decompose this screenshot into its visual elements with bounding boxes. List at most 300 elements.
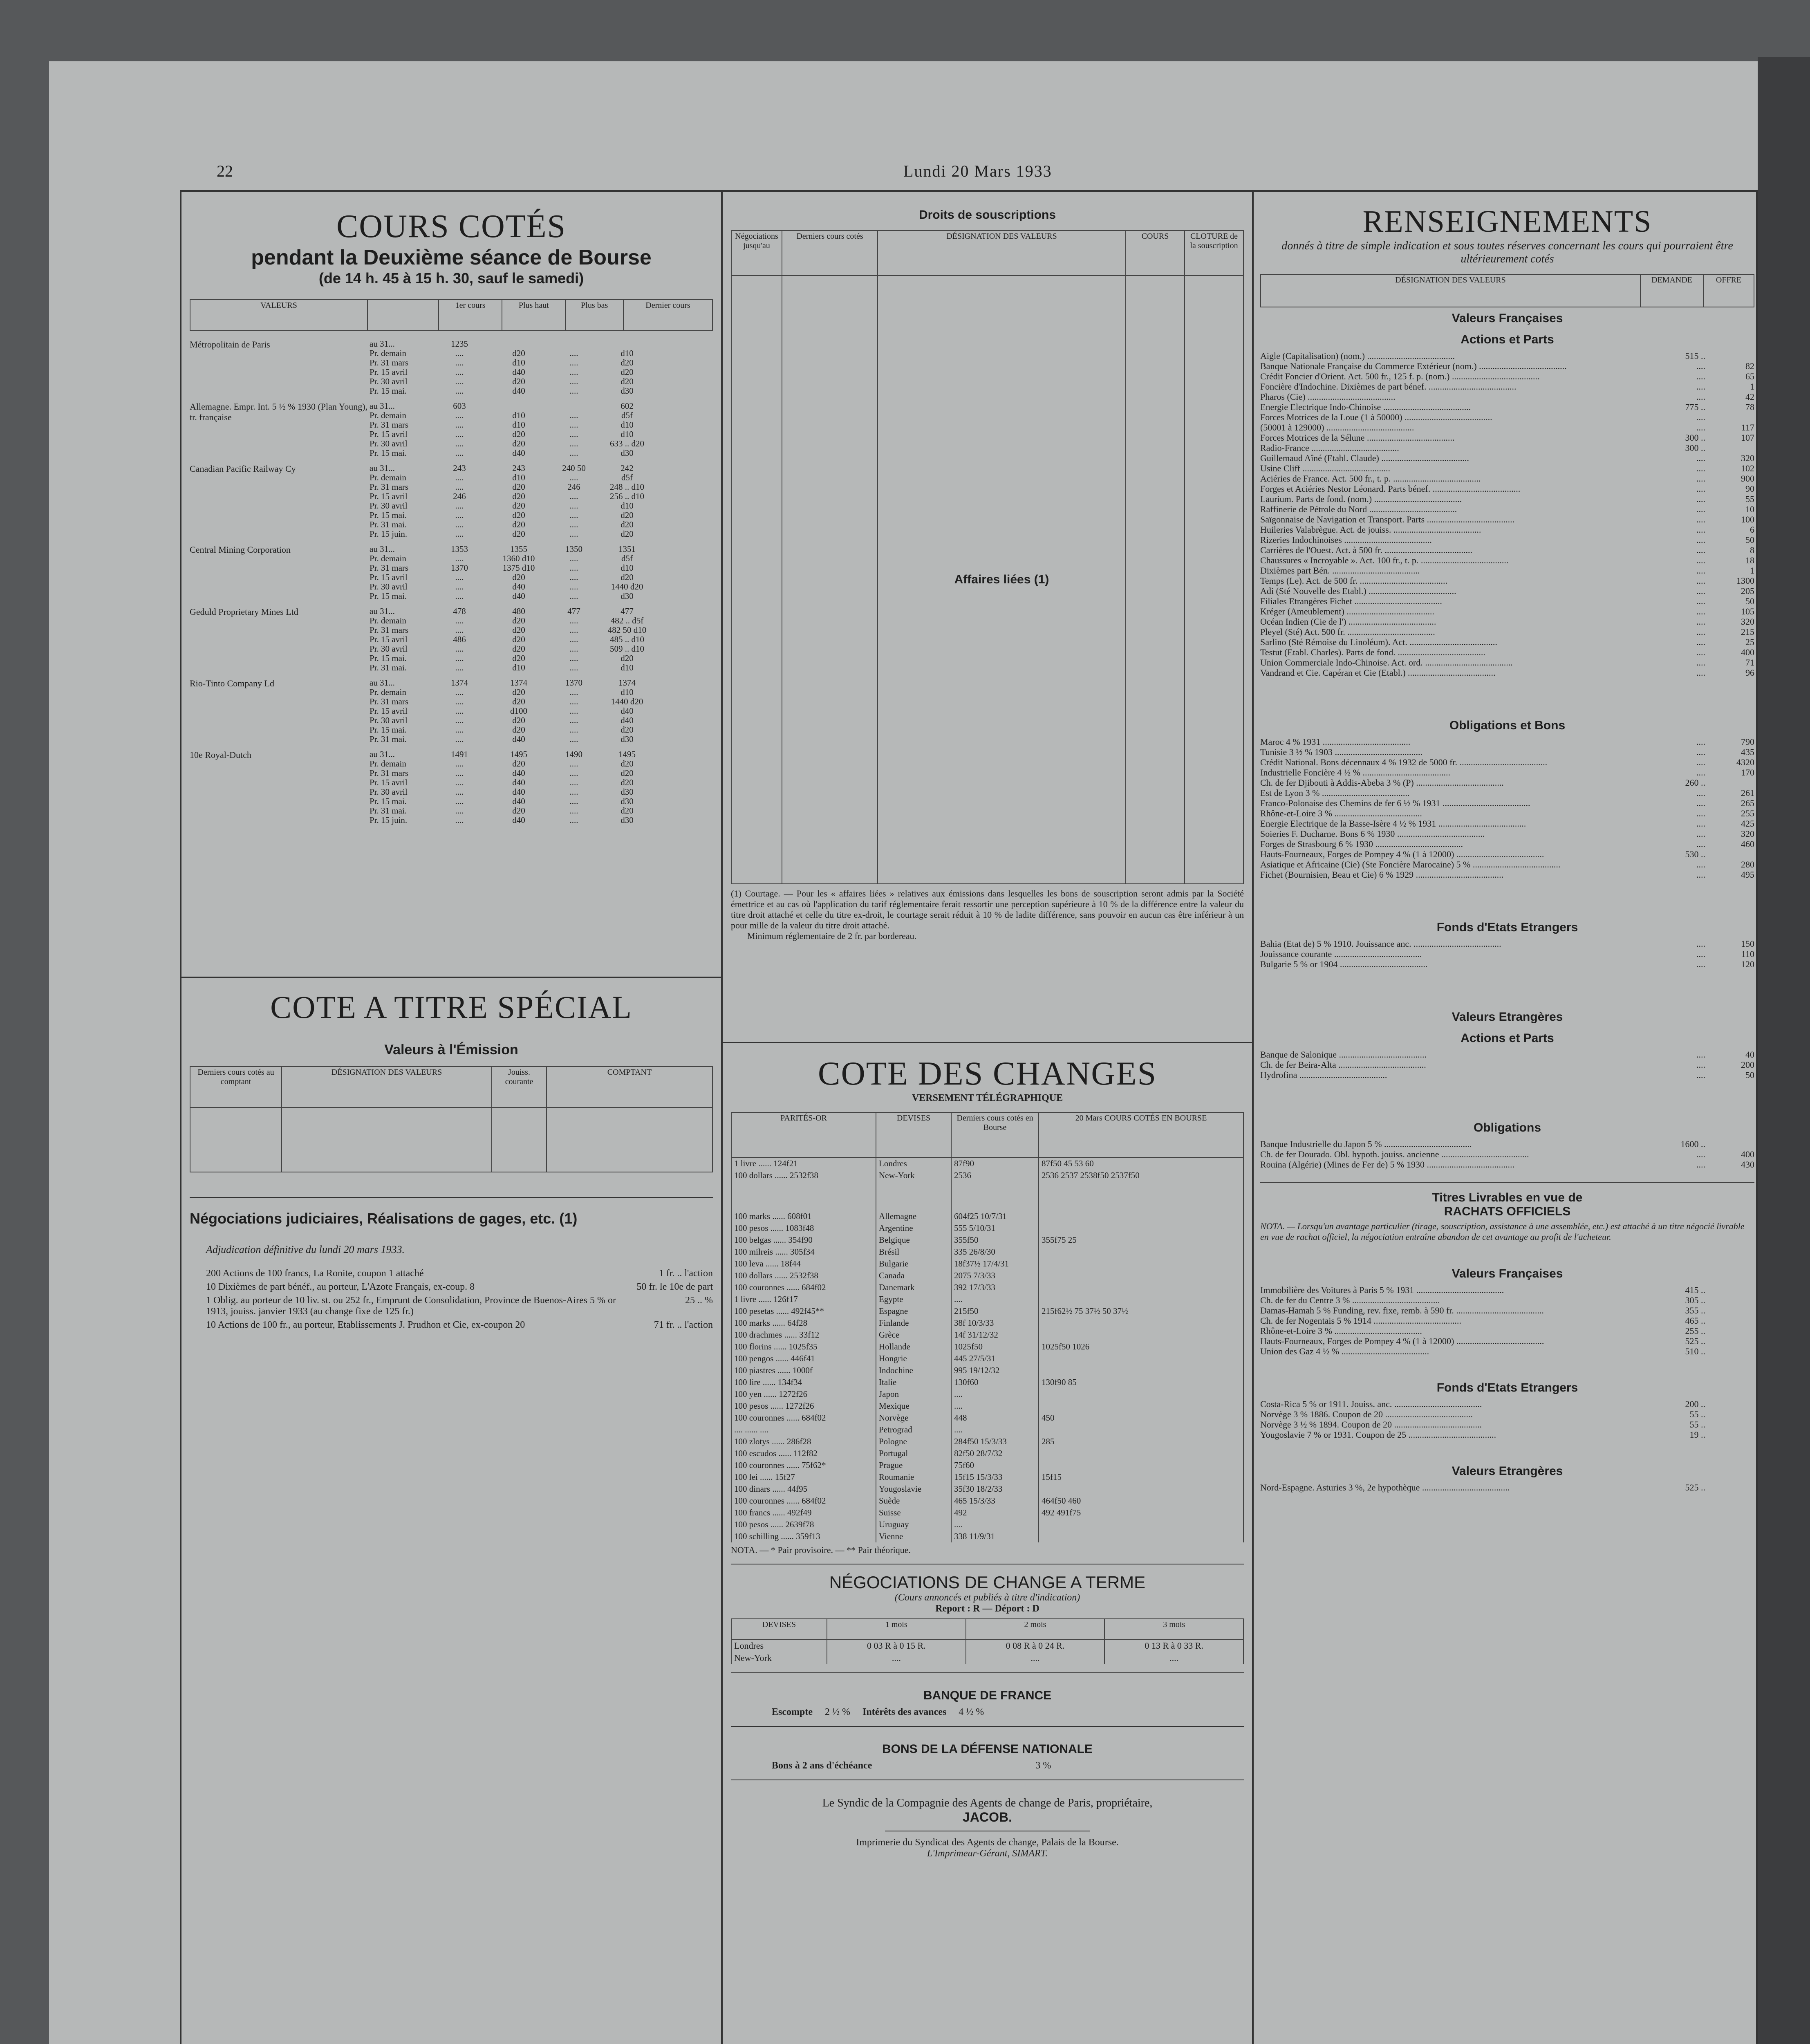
- stock-cell: 602: [621, 401, 634, 411]
- changes-row: [731, 1317, 1243, 1329]
- changes-parite: 100 dollars ...... 2532f38: [731, 1270, 876, 1282]
- rens-offre: 78: [1745, 402, 1754, 412]
- rens-section-title: Fonds d'Etats Etrangers: [1436, 1381, 1578, 1394]
- rens-name: Yougoslavie 7 % or 1931. Coupon de 25 .......................................: [1260, 1430, 1496, 1440]
- changes-row: [731, 1293, 1243, 1305]
- column-renseignements: [1252, 192, 1761, 2044]
- stock-cell: 477: [567, 606, 580, 616]
- changes-cours: [1039, 1365, 1243, 1376]
- rens-offre: 6: [1750, 524, 1754, 535]
- rens-demande: ....: [1696, 392, 1705, 402]
- changes-dernier: 335 26/8/30: [951, 1246, 1039, 1258]
- changes-cours: [1039, 1400, 1243, 1412]
- rens-demande: ....: [1696, 839, 1705, 849]
- rens-demande: 55 ..: [1689, 1409, 1705, 1419]
- page-header: [217, 161, 1063, 182]
- changes-devise: Suisse: [876, 1507, 951, 1519]
- stock-cell: 1374: [618, 678, 636, 688]
- stock-cell: d10: [512, 473, 525, 482]
- stock-cell: ....: [569, 572, 578, 582]
- stock-cell: au 31...: [370, 678, 395, 688]
- changes-cours: [1039, 1317, 1243, 1329]
- rens-offre: 82: [1745, 361, 1754, 371]
- changes-devise: Roumanie: [876, 1471, 951, 1483]
- rens-demande: 55 ..: [1689, 1419, 1705, 1430]
- stock-cell: d40: [512, 768, 525, 778]
- rens-offre: 170: [1741, 767, 1754, 778]
- stock-cell: Pr. demain: [370, 348, 406, 358]
- rens-name: Banque Industrielle du Japon 5 % .......................................: [1260, 1139, 1472, 1149]
- stock-cell: d20: [512, 348, 525, 358]
- rens-offre: 320: [1741, 453, 1754, 463]
- stock-cell: [598, 339, 656, 349]
- rens-offre: 65: [1745, 371, 1754, 381]
- rens-row: [1260, 381, 1754, 392]
- rens-offre: [1705, 1295, 1754, 1305]
- stock-name: Central Mining Corporation: [190, 545, 291, 555]
- rens-name: Ch. de fer Dourado. Obl. hypoth. jouiss. ancienne .......................................: [1260, 1149, 1529, 1159]
- rens-demande: ....: [1696, 555, 1705, 565]
- stock-cell: ....: [569, 377, 578, 386]
- rens-row: [1260, 808, 1754, 818]
- stock-row: [370, 420, 713, 430]
- nego-line: [206, 1320, 713, 1331]
- changes-devise: Indochine: [876, 1365, 951, 1376]
- stock-row: [370, 339, 713, 349]
- rens-demande: 260 ..: [1685, 778, 1705, 788]
- stock-cell: ....: [569, 715, 578, 725]
- stock-cell: ....: [455, 439, 464, 448]
- stock-cell: 1235: [451, 339, 468, 349]
- col-bas: Plus bas: [565, 300, 623, 331]
- rens-row: [1260, 1285, 1754, 1295]
- rens-offre: [1705, 1346, 1754, 1356]
- rens-offre: 107: [1741, 433, 1754, 443]
- changes-devise: Londres: [876, 1157, 951, 1170]
- changes-dernier: 35f30 18/2/33: [951, 1483, 1039, 1495]
- stock-cell: ....: [569, 725, 578, 735]
- rens-offre: [1705, 849, 1754, 859]
- changes-dernier: 392 17/3/33: [951, 1282, 1039, 1293]
- stock-cell: ....: [569, 697, 578, 706]
- stock-cell: d20: [512, 491, 525, 501]
- rens-name: Raffinerie de Pétrole du Nord .......................................: [1260, 504, 1457, 514]
- rens-name: Hauts-Fourneaux, Forges de Pompey 4 % (1 à 12000) .......................................: [1260, 849, 1544, 859]
- stock-cell: Pr. 15 mai.: [370, 591, 407, 601]
- stock-rows: [370, 607, 713, 672]
- stock-cell: Pr. 31 mai.: [370, 806, 407, 816]
- rens-offre: 1: [1750, 381, 1754, 392]
- escompte-value: 2 ½ %: [824, 1707, 850, 1717]
- stock-cell: Pr. 15 juin.: [370, 529, 408, 539]
- rens-row: [1260, 1316, 1754, 1326]
- rens-offre: 50: [1745, 1070, 1754, 1080]
- stock-rows: [370, 464, 713, 539]
- stock-cell: d10: [512, 410, 525, 420]
- stock-row: [370, 735, 713, 744]
- rens-demande: ....: [1696, 767, 1705, 778]
- stock-row: [370, 716, 713, 725]
- stock-cell: ....: [569, 653, 578, 663]
- stock-cell: ....: [569, 663, 578, 672]
- changes-cours: [1039, 1293, 1243, 1305]
- stock-cell: ....: [455, 386, 464, 396]
- rens-offre: [1705, 1139, 1754, 1149]
- rens-row: [1260, 565, 1754, 576]
- changes-dernier: 338 11/9/31: [951, 1531, 1039, 1542]
- changes-cours: 130f90 85: [1039, 1376, 1243, 1388]
- changes-dernier: 604f25 10/7/31: [951, 1210, 1039, 1222]
- stock-cell: ....: [455, 778, 464, 787]
- changes-row: [731, 1531, 1243, 1542]
- stock-row: [370, 368, 713, 377]
- rens-offre: 96: [1745, 668, 1754, 678]
- rens-offre: 215: [1741, 627, 1754, 637]
- stock-cell: au 31...: [370, 339, 395, 349]
- stock-row: [370, 644, 713, 654]
- rens-section-title: Obligations et Bons: [1449, 719, 1566, 732]
- stock-cell: ....: [455, 697, 464, 706]
- changes-dernier: ....: [951, 1388, 1039, 1400]
- rens-row: [1260, 514, 1754, 524]
- stock-cell: ....: [569, 358, 578, 368]
- stock-cell: ....: [569, 644, 578, 654]
- changes-row: [731, 1388, 1243, 1400]
- stock-cell: d30: [621, 448, 634, 458]
- stock-row: [370, 697, 713, 706]
- changes-cours: 355f75 25: [1039, 1234, 1243, 1246]
- stock-cell: ....: [569, 787, 578, 797]
- stock-cell: d40: [512, 582, 525, 592]
- rens-name: Maroc 4 % 1931 .......................................: [1260, 737, 1411, 747]
- stock-cell: d20: [621, 768, 634, 778]
- stock-row: [370, 386, 713, 396]
- stock-cell: Pr. 15 avril: [370, 491, 408, 501]
- stock-cell: ....: [455, 663, 464, 672]
- stock-cell: 246: [453, 491, 466, 501]
- terme-cell: ....: [1104, 1652, 1243, 1664]
- stock-row: [370, 759, 713, 769]
- rens-name: Forces Motrices de la Sélune .......................................: [1260, 433, 1455, 443]
- col-haut: Plus haut: [502, 300, 565, 331]
- stock-cell: Pr. 15 mai.: [370, 386, 407, 396]
- stock-cell: Pr. 30 avril: [370, 787, 408, 797]
- stock-cell: Pr. 15 mai.: [370, 448, 407, 458]
- stock-row: [370, 511, 713, 520]
- stock-cell: ....: [569, 367, 578, 377]
- stock-cell: ....: [569, 778, 578, 787]
- col-dernier: Dernier cours: [623, 300, 712, 331]
- rens-offre: [1705, 1326, 1754, 1336]
- rens-row: [1260, 545, 1754, 555]
- changes-parite: 100 dollars ...... 2532f38: [731, 1170, 876, 1210]
- terme-col-3: 3 mois: [1104, 1619, 1243, 1639]
- stock-cell: d40: [512, 367, 525, 377]
- changes-row: [731, 1424, 1243, 1436]
- rens-row: [1260, 484, 1754, 494]
- stock-row: [370, 592, 713, 601]
- rens-demande: ....: [1696, 1159, 1705, 1170]
- rens-row: [1260, 1049, 1754, 1060]
- stock-cell: d20: [512, 529, 525, 539]
- rens-row: [1260, 402, 1754, 412]
- rens-demande: 255 ..: [1685, 1326, 1705, 1336]
- rens-name: Rhône-et-Loire 3 % .......................................: [1260, 1326, 1422, 1336]
- footer-name: JACOB.: [963, 1810, 1012, 1824]
- droits-note: (1) Courtage. — Pour les « affaires liées » relatives aux émissions dans lesquelles les bons de souscription seront admis par la Société émettrice et au cas où l'application du tarif réglementaire ferait ressortir une perception supérieure à 10 % de la différence entre la valeur du titre droit attaché et celle du titre ex-droit, le courtage serait réduit à 10 % de ladite différence, sans pouvoir en aucun cas être inférieur à un pour mille de la valeur du titre droit attaché.: [731, 888, 1244, 930]
- changes-row: [731, 1436, 1243, 1448]
- rens-name: Forges de Strasbourg 6 % 1930 .......................................: [1260, 839, 1463, 849]
- stock-cell: ....: [455, 510, 464, 520]
- rens-name: Fichet (Bournisien, Beau et Cie) 6 % 1929 .......................................: [1260, 870, 1504, 880]
- rens-section-title: Valeurs Françaises: [1452, 1267, 1563, 1280]
- stock-cell: ....: [455, 367, 464, 377]
- stock-cell: 256 .. d10: [610, 491, 644, 501]
- stock-block: [190, 607, 713, 672]
- stock-cell: d20: [512, 725, 525, 735]
- cours-subtitle: pendant la Deuxième séance de Bourse: [251, 246, 652, 269]
- stock-cell: Pr. 30 avril: [370, 644, 408, 654]
- stock-cell: ....: [569, 529, 578, 539]
- stock-cell: Pr. demain: [370, 759, 406, 769]
- stock-cell: ....: [569, 625, 578, 635]
- stock-cell: 480: [512, 606, 525, 616]
- stock-cell: 240 50: [562, 463, 586, 473]
- changes-row: [731, 1459, 1243, 1471]
- changes-cours: 2536 2537 2538f50 2537f50: [1039, 1170, 1243, 1210]
- emission-col-designation: DÉSIGNATION DES VALEURS: [282, 1067, 492, 1107]
- nego-text: 10 Actions de 100 fr., au porteur, Etablissements J. Prudhon et Cie, ex-coupon 20: [206, 1320, 525, 1330]
- rens-offre: 425: [1741, 818, 1754, 829]
- stock-cell: d10: [512, 358, 525, 368]
- terme-title: NÉGOCIATIONS DE CHANGE A TERME: [829, 1573, 1146, 1592]
- rens-title: RENSEIGNEMENTS: [1362, 204, 1652, 239]
- stock-row: [370, 678, 713, 688]
- stock-cell: ....: [569, 734, 578, 744]
- rens-row: [1260, 839, 1754, 849]
- changes-parite: 100 francs ...... 492f49: [731, 1507, 876, 1519]
- stock-cell: d10: [621, 687, 634, 697]
- stock-cell: Pr. 31 mars: [370, 358, 409, 368]
- stock-cell: Pr. 31 mars: [370, 420, 409, 430]
- rens-demande: ....: [1696, 504, 1705, 514]
- stock-cell: Pr. demain: [370, 616, 406, 625]
- stock-cell: ....: [455, 420, 464, 430]
- changes-row: [731, 1471, 1243, 1483]
- stock-cell: 1370: [451, 563, 468, 573]
- rens-name: Rouina (Algérie) (Mines de Fer de) 5 % 1930 .......................................: [1260, 1159, 1515, 1170]
- changes-row: [731, 1376, 1243, 1388]
- stock-name: Geduld Proprietary Mines Ltd: [190, 607, 298, 617]
- nego-title: Négociations judiciaires, Réalisations de gages, etc. (1): [190, 1197, 713, 1227]
- rens-demande: 525 ..: [1685, 1336, 1705, 1346]
- stock-cell: d40: [512, 448, 525, 458]
- stock-cell: Pr. 15 avril: [370, 706, 408, 716]
- changes-devise: Egypte: [876, 1293, 951, 1305]
- rens-offre: [1705, 1409, 1754, 1419]
- stock-cell: 1355: [510, 544, 527, 554]
- stock-cell: d5f: [621, 473, 633, 482]
- changes-cours: 464f50 460: [1039, 1495, 1243, 1507]
- rens-offre: 200: [1741, 1060, 1754, 1070]
- rens-demande: ....: [1696, 412, 1705, 422]
- changes-dernier: 492: [951, 1507, 1039, 1519]
- rens-demande: ....: [1696, 829, 1705, 839]
- changes-devise: Allemagne: [876, 1210, 951, 1222]
- rens-row: [1260, 524, 1754, 535]
- rens-name: Energie Electrique de la Basse-Isère 4 ½ % 1931 .......................................: [1260, 818, 1526, 829]
- stock-cell: d10: [512, 420, 525, 430]
- stock-row: [370, 797, 713, 806]
- stock-cell: 1360 d10: [502, 554, 535, 563]
- stock-cell: 633 .. d20: [610, 439, 644, 448]
- rens-offre: 435: [1741, 747, 1754, 757]
- rens-offre: 50: [1745, 535, 1754, 545]
- changes-dernier: 87f90: [951, 1157, 1039, 1170]
- rens-offre: 790: [1741, 737, 1754, 747]
- rens-row: [1260, 859, 1754, 870]
- changes-parite: 100 escudos ...... 112f82: [731, 1448, 876, 1459]
- rens-row: [1260, 392, 1754, 402]
- changes-dernier: 38f 10/3/33: [951, 1317, 1039, 1329]
- stock-row: [370, 616, 713, 625]
- page-frame: [180, 190, 1758, 2044]
- rens-offre: 900: [1741, 473, 1754, 484]
- rens-demande: 19 ..: [1689, 1430, 1705, 1440]
- changes-row: [731, 1483, 1243, 1495]
- changes-dernier: 465 15/3/33: [951, 1495, 1039, 1507]
- terme-sub: (Cours annoncés et publiés à titre d'indication): [894, 1592, 1080, 1603]
- changes-row: [731, 1258, 1243, 1270]
- rens-name: Vandrand et Cie. Capéran et Cie (Etabl.) .......................................: [1260, 668, 1496, 678]
- rens-offre: 280: [1741, 859, 1754, 870]
- rens-section-title: Valeurs Etrangères: [1452, 1010, 1563, 1024]
- rens-row: [1260, 949, 1754, 959]
- nego-text: 10 Dixièmes de part bénéf., au porteur, L'Azote Français, ex-coup. 8: [206, 1282, 475, 1292]
- stock-cell: d20: [512, 687, 525, 697]
- changes-dernier: 448: [951, 1412, 1039, 1424]
- rens-row: [1260, 818, 1754, 829]
- rens-offre: 42: [1745, 392, 1754, 402]
- changes-parite: 100 pesos ...... 1083f48: [731, 1222, 876, 1234]
- changes-devise: Canada: [876, 1270, 951, 1282]
- stock-cell: 1495: [618, 749, 636, 759]
- changes-col-parites: PARITÉS-OR: [731, 1112, 876, 1157]
- stock-name: Allemagne. Empr. Int. 5 ½ % 1930 (Plan Young), tr. française: [190, 401, 368, 422]
- changes-row: [731, 1270, 1243, 1282]
- rens-demande: ....: [1696, 565, 1705, 576]
- rens-offre: 110: [1741, 949, 1754, 959]
- terme-cell: 0 13 R à 0 33 R.: [1104, 1639, 1243, 1652]
- changes-dernier: ....: [951, 1400, 1039, 1412]
- stock-cell: ....: [569, 768, 578, 778]
- cours-table-header: [190, 299, 713, 331]
- rens-demande: ....: [1696, 473, 1705, 484]
- stock-cell: 477: [621, 606, 634, 616]
- stock-row: [370, 750, 713, 759]
- emission-col-comptant: COMPTANT: [547, 1067, 712, 1107]
- stock-cell: ....: [569, 410, 578, 420]
- droits-col-designation: DÉSIGNATION DES VALEURS: [878, 231, 1126, 276]
- stock-block: [190, 750, 713, 825]
- changes-row: [731, 1365, 1243, 1376]
- stock-cell: ....: [455, 410, 464, 420]
- changes-devise: Norvège: [876, 1412, 951, 1424]
- rens-header: [1260, 274, 1754, 307]
- stock-cell: Pr. 15 avril: [370, 572, 408, 582]
- stock-cell: ....: [569, 616, 578, 625]
- changes-devise: Bulgarie: [876, 1258, 951, 1270]
- stock-cell: ....: [455, 759, 464, 769]
- stock-cell: Pr. 31 mai.: [370, 734, 407, 744]
- changes-dernier: 555 5/10/31: [951, 1222, 1039, 1234]
- rens-row: [1260, 1346, 1754, 1356]
- changes-row: [731, 1507, 1243, 1519]
- stock-cell: Pr. 15 avril: [370, 634, 408, 644]
- stock-cell: ....: [569, 796, 578, 806]
- rens-offre: 40: [1745, 1049, 1754, 1060]
- stock-cell: ....: [455, 582, 464, 592]
- changes-devise: Prague: [876, 1459, 951, 1471]
- changes-row: [731, 1170, 1243, 1210]
- changes-parite: 100 couronnes ...... 684f02: [731, 1495, 876, 1507]
- stock-cell: ....: [569, 582, 578, 592]
- changes-devise: Hongrie: [876, 1353, 951, 1365]
- changes-dernier: 355f50: [951, 1234, 1039, 1246]
- stock-cell: d20: [621, 759, 634, 769]
- rens-row: [1260, 361, 1754, 371]
- stock-cell: 1351: [618, 544, 636, 554]
- rens-demande: ....: [1696, 949, 1705, 959]
- changes-devise: Suède: [876, 1495, 951, 1507]
- stock-cell: ....: [455, 616, 464, 625]
- rens-name: Saïgonnaise de Navigation et Transport. Parts .......................................: [1260, 514, 1515, 524]
- rens-demande: ....: [1696, 616, 1705, 627]
- changes-cours: [1039, 1246, 1243, 1258]
- rens-name: Huileries Valabrègue. Act. de jouiss. .......................................: [1260, 524, 1481, 535]
- stock-cell: d5f: [621, 410, 633, 420]
- rens-demande: ....: [1696, 627, 1705, 637]
- col-valeurs: VALEURS: [190, 300, 367, 331]
- stock-cell: ....: [569, 591, 578, 601]
- rens-demande: ....: [1696, 381, 1705, 392]
- changes-parite: 100 marks ...... 608f01: [731, 1210, 876, 1222]
- rens-demande: ....: [1696, 371, 1705, 381]
- changes-row: [731, 1400, 1243, 1412]
- changes-row: [731, 1246, 1243, 1258]
- changes-cours: [1039, 1483, 1243, 1495]
- rens-name: Ch. de fer Djibouti à Addis-Abeba 3 % (P) .......................................: [1260, 778, 1504, 788]
- stock-cell: ....: [569, 420, 578, 430]
- rens-name: Soieries F. Ducharne. Bons 6 % 1930 .......................................: [1260, 829, 1485, 839]
- rens-row: [1260, 1409, 1754, 1419]
- stock-cell: Pr. 31 mars: [370, 563, 409, 573]
- rens-offre: 10: [1745, 504, 1754, 514]
- stock-row: [370, 554, 713, 563]
- rens-demande: ....: [1696, 747, 1705, 757]
- changes-row: [731, 1305, 1243, 1317]
- changes-row: [731, 1495, 1243, 1507]
- stock-row: [370, 654, 713, 663]
- stock-cell: ....: [455, 591, 464, 601]
- rens-offre: 71: [1745, 657, 1754, 668]
- rens-row: [1260, 1482, 1754, 1493]
- stock-cell: Pr. 31 mars: [370, 768, 409, 778]
- bons-row: [772, 1760, 1244, 1771]
- stock-cell: d40: [512, 591, 525, 601]
- stock-cell: d10: [621, 663, 634, 672]
- banque-title: BANQUE DE FRANCE: [923, 1689, 1052, 1702]
